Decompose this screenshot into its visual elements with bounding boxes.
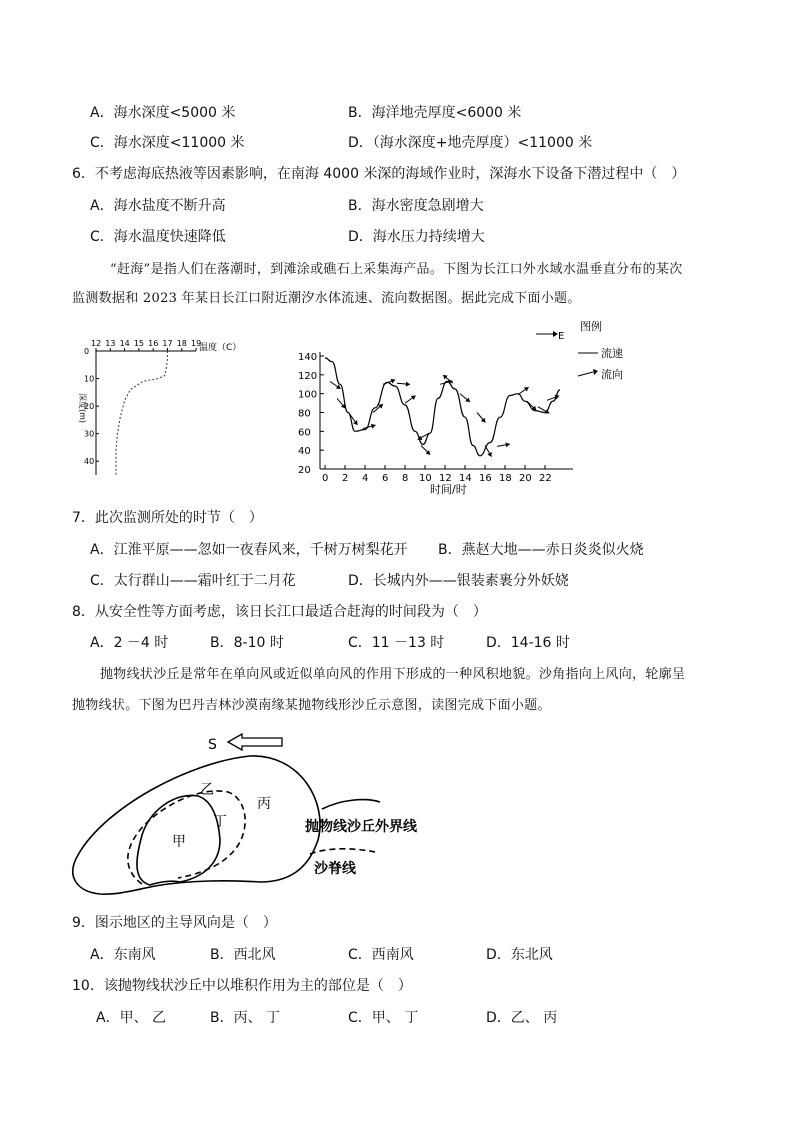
q10-option-d: D．乙、 丙: [486, 1010, 558, 1026]
tide-speed-line: [325, 358, 560, 456]
legend-speed-label: 流速: [601, 347, 623, 360]
legend-title: 图例: [580, 320, 602, 333]
tide-x-tick-label: 20: [519, 473, 532, 484]
legend-outer-line: [322, 800, 380, 809]
temp-x-tick-label: 19: [191, 339, 202, 348]
tide-x-tick-label: 2: [342, 473, 349, 484]
tide-x-label: 时间/时: [430, 483, 467, 496]
tide-y-tick-label: 40: [298, 446, 311, 458]
q7-option-a: A．江淮平原——忽如一夜春风来，千树万树梨花开: [90, 542, 408, 558]
temp-y-tick-label: 20: [84, 402, 95, 412]
passage1-line1: “赶海”是指人们在落潮时，到滩涂或礁石上采集海产品。下图为长江口外水域水温垂直分布的某次: [110, 262, 683, 277]
dune-ridge-line: [128, 791, 245, 884]
label-yi: 乙: [200, 782, 214, 798]
q5-option-c: C．海水深度<11000 米: [90, 135, 245, 151]
parabolic-dune-diagram: [60, 722, 420, 907]
q9-option-d: D．东北风: [486, 947, 553, 963]
tide-legend: [536, 319, 623, 381]
q5-option-b: B．海洋地壳厚度<6000 米: [348, 105, 522, 121]
q9-option-a: A．东南风: [90, 947, 156, 963]
legend-ridge-line: [310, 849, 375, 854]
q9-stem: 9．图示地区的主导风向是（ ）: [72, 915, 277, 931]
tide-y-tick-label: 20: [298, 465, 311, 476]
passage2-line1: 抛物线状沙丘是常年在单向风或近似单向风的作用下形成的一种风积地貌。沙角指向上风向，轮廓呈: [100, 667, 686, 682]
flow-direction-arrow: [518, 387, 529, 394]
temperature-depth-chart: [72, 335, 272, 485]
legend-ridge-label: 沙脊线: [314, 861, 356, 877]
direction-label: S: [208, 737, 217, 753]
tide-x-tick-label: 4: [362, 473, 369, 484]
passage1-line2: 监测数据和 2023 年某日长江口附近潮汐水体流速、流向数据图。据此完成下面小题。: [72, 291, 581, 306]
q9-option-c: C．西南风: [348, 947, 414, 963]
q6-option-a: A．海水盐度不断升高: [90, 198, 226, 214]
temp-y-tick-label: 10: [84, 374, 95, 384]
q8-option-a: A．2 －4 时: [90, 635, 169, 651]
tide-x-tick-label: 6: [382, 473, 389, 484]
tide-y-tick-label: 80: [298, 408, 311, 420]
q7-option-c: C．太行群山——霜叶红于二月花: [90, 573, 296, 589]
legend-direction-label: 流向: [601, 368, 623, 381]
temp-x-tick-label: 12: [91, 339, 102, 348]
q9-option-b: B．西北风: [210, 947, 276, 963]
flow-direction-arrow: [497, 442, 510, 447]
temp-x-tick-label: 13: [105, 339, 116, 348]
temp-x-tick-label: 15: [133, 339, 145, 348]
temp-y-tick-label: 30: [84, 429, 95, 439]
temp-x-tick-label: 17: [162, 339, 173, 348]
legend-outer-label: 抛物线沙丘外界线: [305, 819, 417, 835]
legend-east-label: E: [558, 331, 565, 342]
temp-y-tick-label: 40: [84, 457, 95, 467]
q10-stem: 10．该抛物线状沙丘中以堆积作用为主的部位是（ ）: [72, 978, 412, 994]
tide-y-tick-label: 100: [298, 389, 318, 401]
flow-direction-arrow: [421, 446, 430, 455]
q7-stem: 7．此次监测所处的时节（ ）: [72, 510, 263, 526]
q8-option-b: B．8-10 时: [210, 635, 284, 651]
tide-x-tick-label: 22: [539, 473, 552, 484]
label-bing: 丙: [257, 796, 271, 812]
temp-x-label: 温度（C）: [199, 343, 242, 353]
q8-option-c: C．11 －13 时: [348, 635, 445, 651]
temp-y-tick-label: 0: [84, 347, 90, 356]
q6-stem: 6．不考虑海底热液等因素影响，在南海 4000 米深的海域作业时，深海水下设备下潜过程中（ ）: [72, 166, 686, 182]
tide-x-tick-label: 8: [402, 473, 409, 484]
q7-option-b: B．燕赵大地——赤日炎炎似火烧: [438, 542, 644, 558]
flow-direction-arrow: [477, 413, 485, 423]
q6-option-c: C．海水温度快速降低: [90, 229, 226, 245]
tide-y-tick-label: 120: [298, 370, 318, 382]
q5-option-d: D．（海水深度+地壳厚度）<11000 米: [348, 135, 593, 151]
tide-x-tick-label: 16: [479, 473, 492, 484]
tide-x-tick-label: 10: [419, 473, 432, 484]
wind-arrow-icon: [228, 734, 282, 750]
tide-x-tick-label: 14: [459, 473, 472, 484]
flow-direction-arrow: [460, 394, 470, 402]
flow-direction-arrow: [485, 446, 492, 457]
flow-direction-arrow: [405, 396, 416, 404]
flow-direction-arrow: [363, 424, 376, 429]
q10-option-a: A．甲、 乙: [96, 1010, 167, 1026]
legend-direction-arrow-head: [593, 369, 598, 375]
temp-x-tick-label: 18: [176, 339, 187, 348]
temp-y-label: 深度(m): [78, 393, 87, 424]
q8-stem: 8．从安全性等方面考虑，该日长江口最适合赶海的时间段为（ ）: [72, 604, 487, 620]
temp-x-tick-label: 14: [119, 339, 130, 348]
tide-x-tick-label: 0: [322, 473, 329, 484]
temp-profile-line: [116, 351, 167, 475]
q6-option-b: B．海水密度急剧增大: [348, 198, 484, 214]
passage2-line2: 抛物线状。下图为巴丹吉林沙漠南缘某抛物线形沙丘示意图，读图完成下面小题。: [72, 698, 551, 713]
tide-x-tick-label: 12: [439, 473, 452, 484]
tide-chart: [290, 312, 650, 497]
q10-option-b: B．丙、 丁: [210, 1010, 281, 1026]
tide-y-tick-label: 140: [298, 352, 318, 363]
tide-x-tick-label: 18: [499, 473, 512, 484]
q8-option-d: D．14-16 时: [486, 635, 570, 651]
legend-direction-arrow-line: [578, 372, 593, 376]
label-jia: 甲: [172, 834, 186, 850]
q10-option-c: C．甲、 丁: [348, 1010, 419, 1026]
flow-direction-arrow: [547, 395, 559, 401]
q6-option-d: D．海水压力持续增大: [348, 229, 485, 245]
q5-option-a: A．海水深度<5000 米: [90, 105, 236, 121]
label-ding: 丁: [213, 814, 227, 830]
flow-direction-arrow: [397, 382, 410, 387]
temp-x-tick-label: 16: [148, 339, 159, 348]
q7-option-d: D．长城内外——银装素裹分外妖娆: [348, 573, 569, 589]
tide-y-tick-label: 60: [298, 427, 311, 439]
flow-direction-arrow: [330, 381, 341, 389]
